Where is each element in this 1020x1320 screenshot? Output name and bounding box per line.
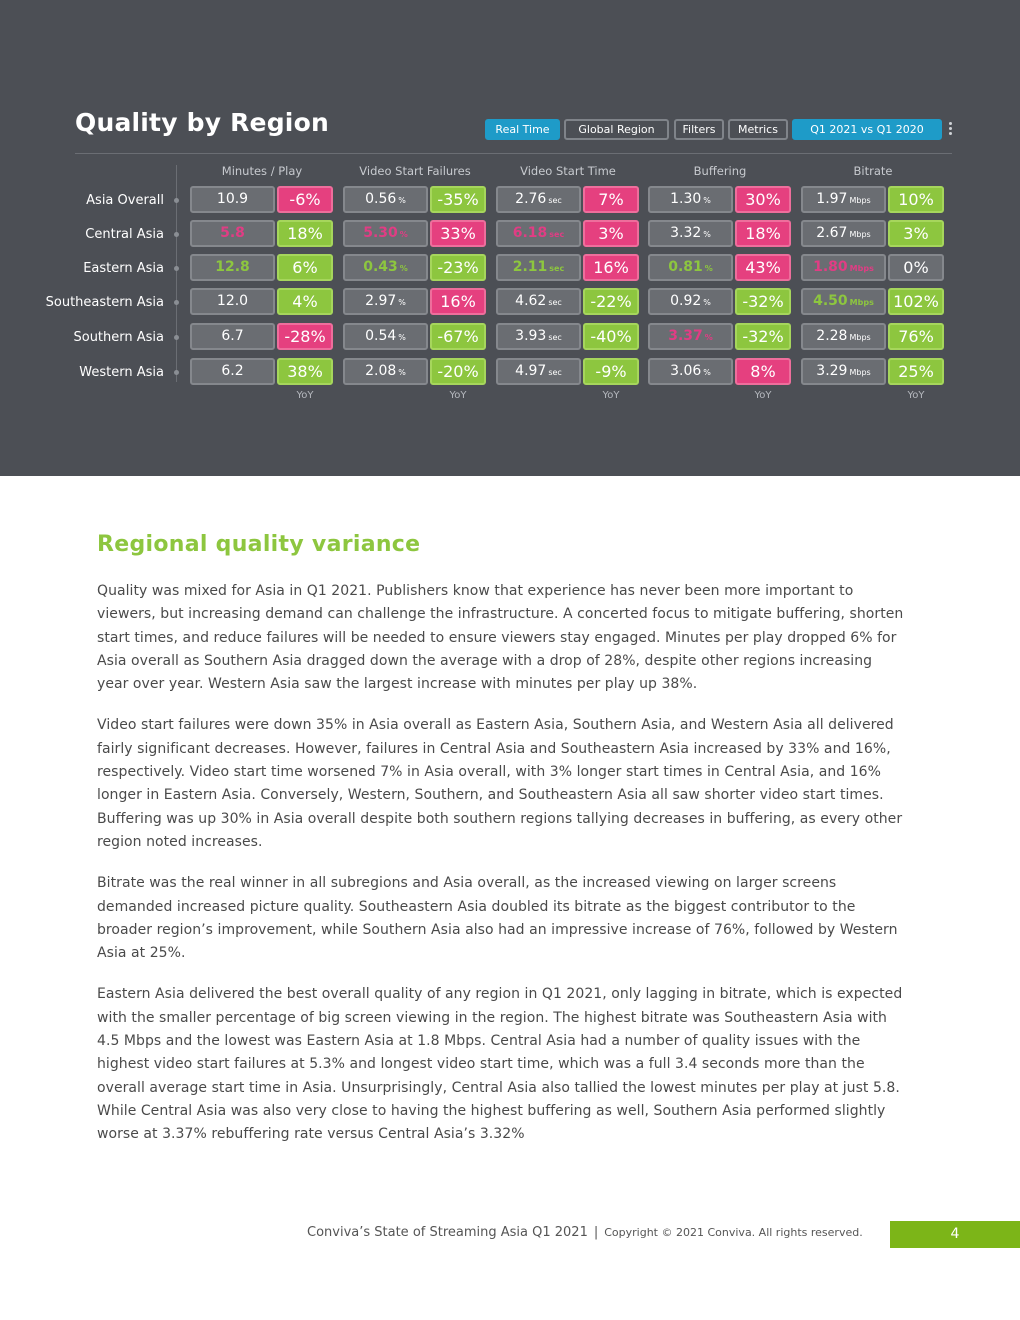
metric-value-cell [343, 358, 428, 385]
metric-value: 2.67 [816, 225, 848, 241]
metric-value: 3.93 [515, 328, 547, 344]
yoy-change-badge: -22% [583, 288, 639, 315]
region-label: Central Asia [85, 227, 164, 242]
metric-unit: Mbps [849, 264, 874, 273]
row-marker [174, 198, 179, 203]
yoy-change-badge: 8% [735, 358, 791, 385]
yoy-change-badge: 33% [430, 220, 486, 247]
metric-value: 12.8 [215, 259, 250, 275]
row-marker [174, 300, 179, 305]
metric-value-cell [496, 288, 581, 315]
metric-value: 0.81 [668, 259, 703, 275]
metric-value-cell [801, 358, 886, 385]
region-label: Southern Asia [73, 330, 164, 345]
yoy-label: YoY [907, 390, 925, 401]
column-header: Minutes / Play [221, 164, 303, 178]
comparison-period-button[interactable]: Q1 2021 vs Q1 2020 [792, 119, 942, 140]
section-heading: Regional quality variance [97, 532, 421, 557]
yoy-change-badge: -23% [430, 254, 486, 281]
page-number: 4 [890, 1221, 1020, 1248]
metric-value-cell [343, 323, 428, 350]
metric-value: 4.62 [515, 293, 547, 309]
row-marker [174, 335, 179, 340]
metric-value-cell [190, 186, 275, 213]
filters-button[interactable]: Filters [674, 119, 724, 140]
dashboard-title: Quality by Region [75, 108, 329, 137]
metric-value-cell [801, 220, 886, 247]
metric-unit: sec [549, 230, 565, 239]
real-time-button[interactable]: Real Time [485, 119, 560, 140]
metrics-button[interactable]: Metrics [728, 119, 788, 140]
metric-value-cell [190, 358, 275, 385]
yoy-change-badge: 18% [735, 220, 791, 247]
metric-value: 5.30 [363, 225, 398, 241]
metric-value: 1.97 [816, 191, 848, 207]
metric-value: 2.28 [816, 328, 848, 344]
metric-unit: % [398, 368, 406, 377]
metric-value-cell [343, 288, 428, 315]
report-name: Conviva’s State of Streaming Asia Q1 2021 [307, 1225, 588, 1240]
row-marker [174, 232, 179, 237]
copyright: Copyright © 2021 Conviva. All rights reserved. [604, 1226, 863, 1239]
metric-unit: Mbps [849, 298, 874, 307]
article-body [97, 580, 907, 1165]
row-marker [174, 266, 179, 271]
metric-value-cell [648, 254, 733, 281]
metric-value: 5.8 [220, 225, 245, 241]
more-options-icon[interactable] [946, 122, 954, 138]
metric-value-cell [496, 186, 581, 213]
metric-value: 10.9 [216, 191, 249, 207]
metric-value: 0.56 [365, 191, 397, 207]
metric-value-cell [190, 220, 275, 247]
yoy-change-badge: 76% [888, 323, 944, 350]
dashboard-toolbar [0, 119, 1020, 141]
column-header: Bitrate [853, 164, 893, 178]
metric-value: 0.54 [365, 328, 397, 344]
yoy-change-badge: 7% [583, 186, 639, 213]
paragraph: Bitrate was the real winner in all subregions and Asia overall, as the increased viewing on larger screens demanded increased picture quality. Southeastern Asia doubled its bitrate as the biggest contributor to the broader region’s improvement, while Southern Asia also had an impressive increase of 76%, followed by Western Asia at 25%. [97, 875, 898, 962]
yoy-change-badge: 6% [277, 254, 333, 281]
metric-value: 3.29 [816, 363, 848, 379]
metric-unit: sec [548, 298, 562, 307]
metric-value: 2.08 [365, 363, 397, 379]
metric-value: 6.7 [221, 328, 244, 344]
metric-value: 6.18 [512, 225, 548, 241]
yoy-change-badge: -40% [583, 323, 639, 350]
metric-value: 1.30 [670, 191, 702, 207]
metric-value-cell [496, 323, 581, 350]
metric-unit: Mbps [849, 196, 871, 205]
paragraph: Eastern Asia delivered the best overall quality of any region in Q1 2021, only lagging in bitrate, which is expected with the smaller percentage of big screen viewing in the region. The highest bitrate was Southeastern Asia with 4.5 Mbps and the lowest was Eastern Asia at 1.8 Mbps. Central Asia had a number of quality issues with the highest video start failures at 5.3% and longest video start time, which was a full 3.4 seconds more than the overall average start time in Asia. Unsurprisingly, Central Asia also tallied the lowest minutes per play at just 5.8. While Central Asia was also very close to having the highest buffering as well, Southern Asia performed slightly worse at 3.37% rebuffering rate versus Central Asia’s 3.32% [97, 986, 903, 1143]
region-label: Western Asia [79, 365, 164, 380]
header-divider [75, 153, 952, 154]
row-marker [174, 370, 179, 375]
yoy-change-badge: 10% [888, 186, 944, 213]
quality-dashboard-panel [0, 0, 1020, 476]
column-header: Video Start Time [520, 164, 616, 178]
metric-value: 0.43 [363, 259, 398, 275]
metric-value-cell [648, 220, 733, 247]
footer-separator: | [593, 1225, 599, 1240]
metric-unit: Mbps [849, 230, 871, 239]
footer [307, 1225, 863, 1240]
metric-unit: % [703, 230, 711, 239]
yoy-change-badge: 3% [888, 220, 944, 247]
metric-value: 2.97 [365, 293, 397, 309]
metric-value: 2.76 [515, 191, 547, 207]
metric-value-cell [190, 254, 275, 281]
yoy-change-badge: 18% [277, 220, 333, 247]
metric-unit: % [399, 230, 408, 239]
metric-value-cell [801, 186, 886, 213]
metric-unit: % [704, 264, 713, 273]
metric-unit: % [399, 264, 408, 273]
metric-unit: sec [548, 368, 562, 377]
yoy-label: YoY [754, 390, 772, 401]
yoy-label: YoY [449, 390, 467, 401]
metric-unit: % [398, 333, 406, 342]
yoy-change-badge: 38% [277, 358, 333, 385]
metric-value-cell [190, 323, 275, 350]
metric-value: 4.97 [515, 363, 547, 379]
yoy-change-badge: -28% [277, 323, 333, 350]
yoy-change-badge: 43% [735, 254, 791, 281]
metric-unit: Mbps [849, 368, 871, 377]
metric-value-cell [343, 220, 428, 247]
metric-value-cell [648, 186, 733, 213]
metric-unit: % [703, 298, 711, 307]
metric-value-cell [496, 358, 581, 385]
metric-value: 6.2 [221, 363, 244, 379]
metric-value: 3.06 [670, 363, 702, 379]
column-header: Video Start Failures [359, 164, 471, 178]
metric-unit: % [703, 368, 711, 377]
yoy-change-badge: -20% [430, 358, 486, 385]
metric-unit: % [398, 298, 406, 307]
metric-value-cell [648, 323, 733, 350]
yoy-change-badge: -35% [430, 186, 486, 213]
metric-value: 0.92 [670, 293, 702, 309]
metric-value: 3.37 [668, 328, 703, 344]
global-region-button[interactable]: Global Region [564, 119, 669, 140]
metric-value: 2.11 [512, 259, 548, 275]
yoy-change-badge: -6% [277, 186, 333, 213]
region-label: Asia Overall [86, 193, 164, 208]
metric-value-cell [190, 288, 275, 315]
yoy-label: YoY [602, 390, 620, 401]
metric-value-cell [801, 254, 886, 281]
paragraph: Quality was mixed for Asia in Q1 2021. Publishers know that experience has never been more important to viewers, but increasing demand can challenge the infrastructure. A concerted focus to mitigate buffering, shorten start times, and reduce failures will be needed to ensure viewers stay engaged. Minutes per play dropped 6% for Asia overall as Southern Asia dragged down the average with a drop of 28%, despite other regions increasing year over year. Western Asia saw the largest increase with minutes per play up 38%. [97, 583, 904, 693]
metric-value-cell [496, 220, 581, 247]
yoy-change-badge: 4% [277, 288, 333, 315]
paragraph: Video start failures were down 35% in Asia overall as Eastern Asia, Southern Asia, and Western Asia all delivered fairly significant decreases. However, failures in Central Asia and Southeastern Asia increased by 33% and 16%, respectively. Video start time worsened 7% in Asia overall, with 3% longer start times in Central Asia, and 16% longer in Eastern Asia. Conversely, Western, Southern, and Southeastern Asia all saw shorter video start times. Buffering was up 30% in Asia overall despite both southern regions tallying decreases in buffering, as every other region noted increases. [97, 717, 903, 850]
yoy-change-badge: 16% [583, 254, 639, 281]
metric-value-cell [496, 254, 581, 281]
yoy-change-badge: 25% [888, 358, 944, 385]
metric-value: 1.80 [813, 259, 848, 275]
metric-unit: % [398, 196, 406, 205]
yoy-change-badge: -67% [430, 323, 486, 350]
metric-value-cell [343, 254, 428, 281]
yoy-change-badge: -9% [583, 358, 639, 385]
metric-unit: Mbps [849, 333, 871, 342]
yoy-change-badge: 3% [583, 220, 639, 247]
metric-value-cell [648, 358, 733, 385]
metric-value-cell [343, 186, 428, 213]
column-header: Buffering [693, 164, 747, 178]
metric-unit: % [703, 196, 711, 205]
metric-value-cell [801, 288, 886, 315]
yoy-change-badge: 102% [888, 288, 944, 315]
metric-value: 3.32 [670, 225, 702, 241]
region-label: Southeastern Asia [45, 295, 164, 310]
yoy-change-badge: -32% [735, 288, 791, 315]
metric-unit: sec [548, 196, 562, 205]
metric-unit: sec [549, 264, 565, 273]
region-label: Eastern Asia [83, 261, 164, 276]
yoy-change-badge: 0% [888, 254, 944, 281]
metric-value: 4.50 [813, 293, 848, 309]
yoy-label: YoY [296, 390, 314, 401]
metric-unit: % [704, 333, 713, 342]
metric-value-cell [801, 323, 886, 350]
yoy-change-badge: 30% [735, 186, 791, 213]
yoy-change-badge: 16% [430, 288, 486, 315]
metric-unit: sec [548, 333, 562, 342]
metric-value: 12.0 [216, 293, 249, 309]
yoy-change-badge: -32% [735, 323, 791, 350]
metric-value-cell [648, 288, 733, 315]
